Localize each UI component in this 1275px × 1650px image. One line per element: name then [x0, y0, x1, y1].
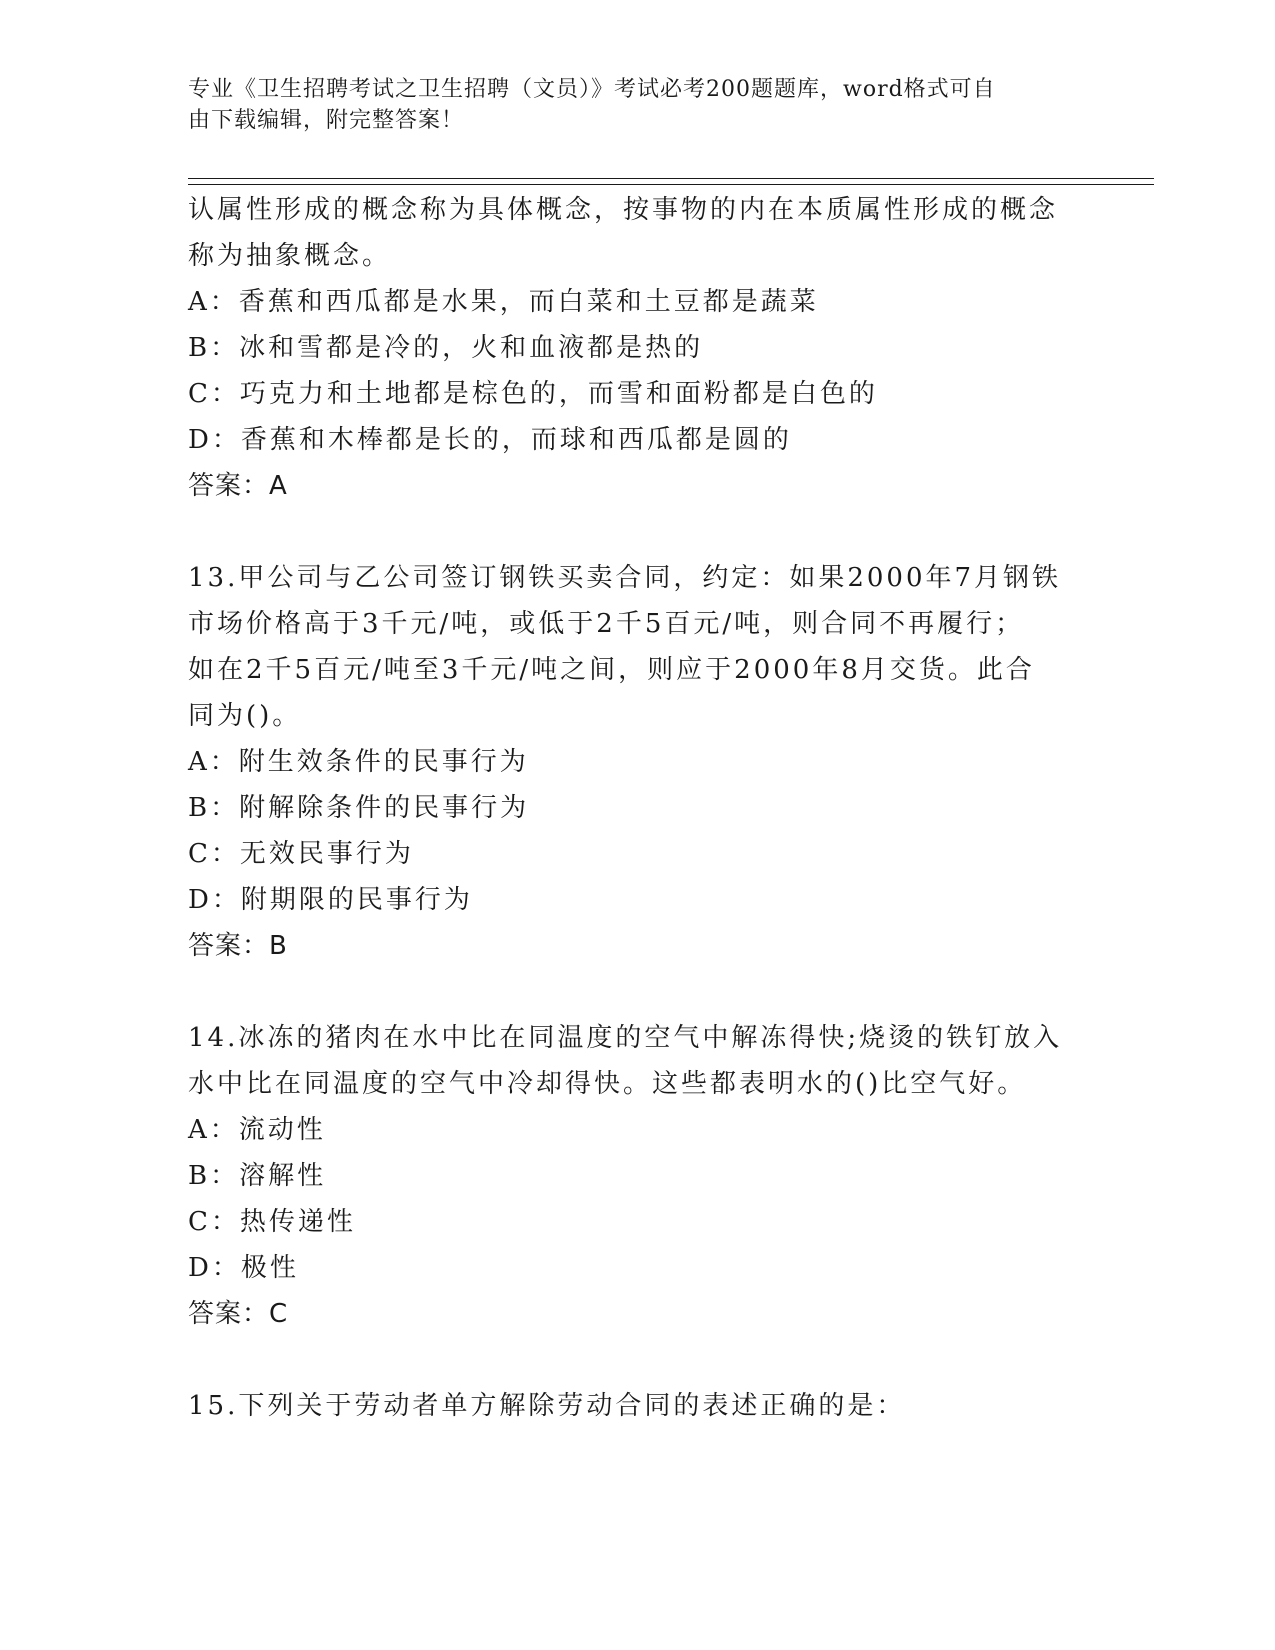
document-body — [188, 187, 1088, 1429]
question-stem-line: 同为()。 — [188, 701, 302, 731]
spacer — [188, 509, 1088, 555]
header-title-line-2: 由下载编辑，附完整答案！ — [188, 108, 465, 133]
question-stem-line: 15.下列关于劳动者单方解除劳动合同的表述正确的是： — [188, 1391, 906, 1421]
option-d: D：附期限的民事行为 — [188, 885, 473, 915]
question-stem-line: 水中比在同温度的空气中冷却得快。这些都表明水的()比空气好。 — [188, 1069, 1027, 1099]
option-d: D：极性 — [188, 1253, 299, 1283]
spacer — [188, 1337, 1088, 1383]
answer: 答案：C — [188, 1299, 289, 1329]
answer: 答案：B — [188, 931, 288, 961]
option-b: B：附解除条件的民事行为 — [188, 793, 530, 823]
option-d: D：香蕉和木棒都是长的，而球和西瓜都是圆的 — [188, 425, 792, 455]
header-title-line-1: 专业《卫生招聘考试之卫生招聘（文员）》考试必考200题题库，word格式可自 — [188, 77, 996, 102]
option-a: A：流动性 — [188, 1115, 326, 1145]
question-stem-line: 市场价格高于3千元/吨，或低于2千5百元/吨，则合同不再履行； — [188, 609, 1025, 639]
answer: 答案：A — [188, 471, 288, 501]
question-12 — [188, 187, 1088, 509]
question-13 — [188, 555, 1088, 969]
question-15 — [188, 1383, 1088, 1429]
header-divider-bottom — [188, 184, 1154, 185]
option-b: B：冰和雪都是冷的，火和血液都是热的 — [188, 333, 704, 363]
option-c: C：热传递性 — [188, 1207, 356, 1237]
spacer — [188, 969, 1088, 1015]
question-stem-line: 14.冰冻的猪肉在水中比在同温度的空气中解冻得快;烧烫的铁钉放入 — [188, 1023, 1063, 1053]
option-c: C：巧克力和土地都是棕色的，而雪和面粉都是白色的 — [188, 379, 878, 409]
question-stem-line: 13.甲公司与乙公司签订钢铁买卖合同，约定：如果2000年7月钢铁 — [188, 563, 1062, 593]
header-divider-top — [188, 178, 1154, 179]
option-a: A：附生效条件的民事行为 — [188, 747, 529, 777]
question-stem-line: 称为抽象概念。 — [188, 241, 392, 271]
question-stem-line: 如在2千5百元/吨至3千元/吨之间，则应于2000年8月交货。此合 — [188, 655, 1035, 685]
document-header — [188, 74, 1068, 136]
question-14 — [188, 1015, 1088, 1337]
option-a: A：香蕉和西瓜都是水果，而白菜和土豆都是蔬菜 — [188, 287, 819, 317]
question-stem-line: 认属性形成的概念称为具体概念，按事物的内在本质属性形成的概念 — [188, 195, 1059, 225]
option-b: B：溶解性 — [188, 1161, 327, 1191]
option-c: C：无效民事行为 — [188, 839, 414, 869]
